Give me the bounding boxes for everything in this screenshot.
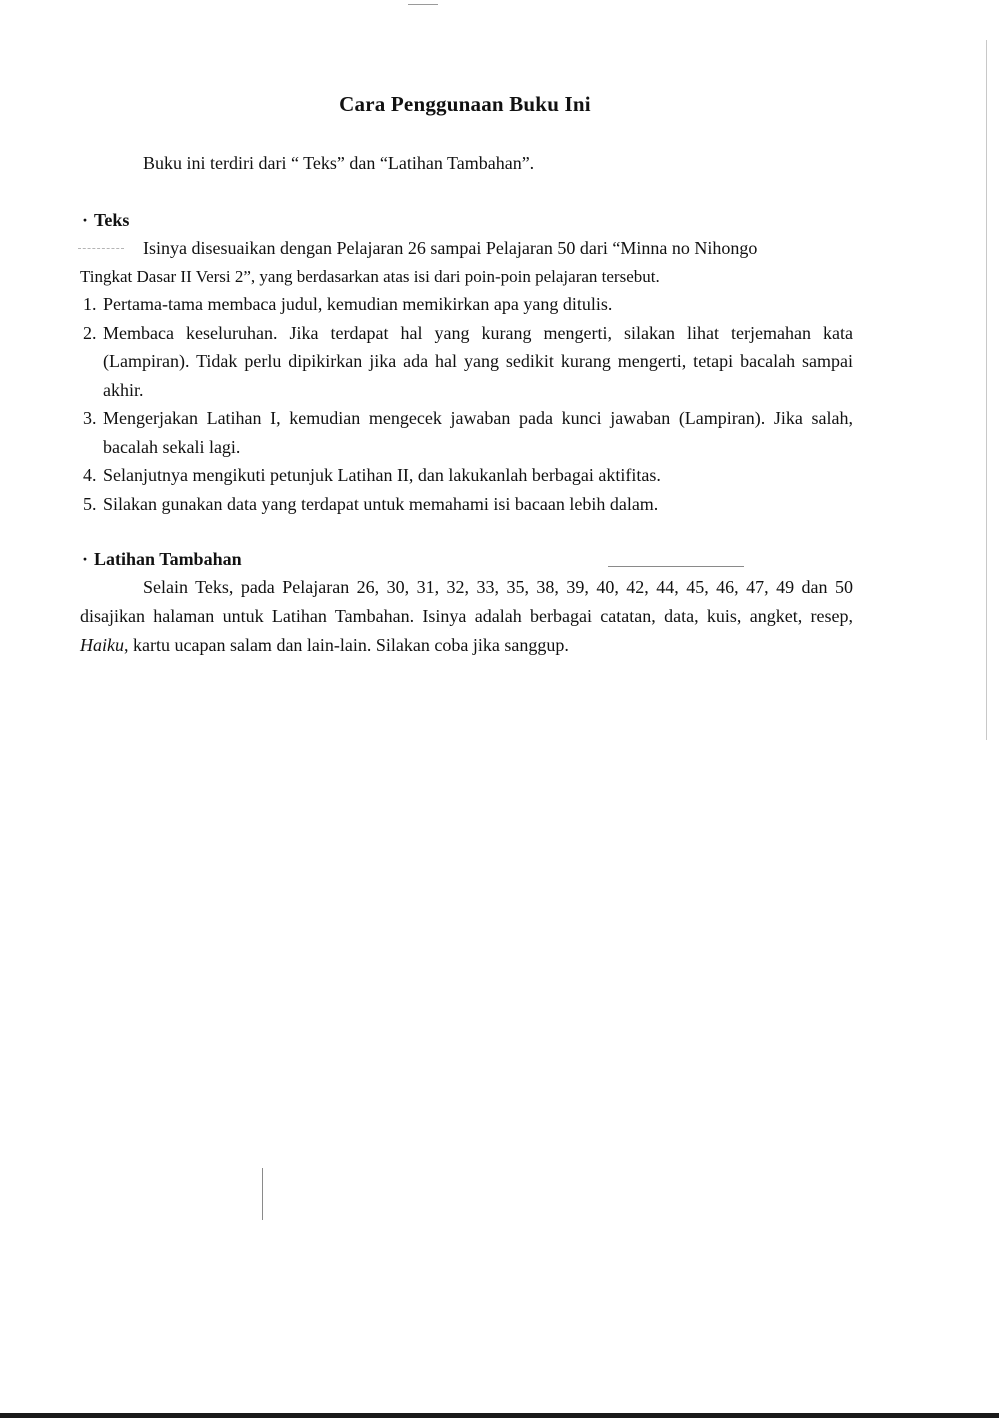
latihan-paragraph-part1: Selain Teks, pada Pelajaran 26, 30, 31, 32, 33, 35, 38, 39, 40, 42, 44, 45, 46, 47, 49 dan 50 disajikan halaman untuk Latihan Tambahan. Isinya adalah berbagai catatan, data, kuis, angket, resep, [80,577,853,626]
list-item-number: 4. [83,465,97,485]
list-item-text: Membaca keseluruhan. Jika terdapat hal yang kurang mengerti, silakan lihat terjemahan kata (Lampiran). Tidak perlu dipikirkan jika ada hal yang sedikit kurang mengerti, tetapi bacalah sampai akhir. [103,322,853,400]
section-heading-latihan-tambahan [82,549,242,570]
list-item-number: 3. [83,408,97,428]
latihan-paragraph-italic: Haiku [80,635,124,655]
bullet: · [82,549,89,569]
list-item-text: Silakan gunakan data yang terdapat untuk memahami isi bacaan lebih dalam. [103,493,659,514]
list-item [80,461,853,490]
teks-paragraph [80,234,853,263]
teks-paragraph-line2: Tingkat Dasar II Versi 2”, yang berdasarkan atas isi dari poin-poin pelajaran tersebut. [80,267,660,286]
latihan-paragraph [80,573,853,660]
list-item-number: 1. [83,294,97,314]
list-item-text: Mengerjakan Latihan I, kemudian mengecek jawaban pada kunci jawaban (Lampiran). Jika salah, bacalah sekali lagi. [103,408,853,457]
list-item [80,490,853,519]
list-item [80,319,853,405]
list-item-text: Selanjutnya mengikuti petunjuk Latihan II, dan lakukanlah berbagai aktifitas. [103,465,661,485]
scan-artifact-right-edge [986,40,987,740]
intro-text: Buku ini terdiri dari “ Teks” dan “Latihan Tambahan”. [143,153,535,173]
scan-artifact-rule [608,566,744,567]
page-title: Cara Penggunaan Buku Ini [339,92,591,116]
list-item-number: 2. [83,322,97,343]
section-heading-label: Teks [94,210,130,230]
list-item [80,290,853,319]
section-heading-teks [82,210,129,231]
teks-steps-list [80,290,853,518]
teks-paragraph-line2-wrap [80,265,853,289]
scan-artifact-top [408,4,438,5]
section-heading-label: Latihan Tambahan [94,549,242,569]
bullet: · [82,210,89,230]
teks-paragraph-line1: Isinya disesuaikan dengan Pelajaran 26 sampai Pelajaran 50 dari “Minna no Nihongo [143,238,758,258]
latihan-paragraph-part2: , kartu ucapan salam dan lain-lain. Silakan coba jika sanggup. [124,635,569,655]
list-item-number: 5. [83,493,97,514]
list-item-text: Pertama-tama membaca judul, kemudian memikirkan apa yang ditulis. [103,294,613,314]
list-item [80,404,853,461]
scan-artifact-bottom [0,1413,999,1418]
scan-artifact-mark [262,1168,263,1220]
